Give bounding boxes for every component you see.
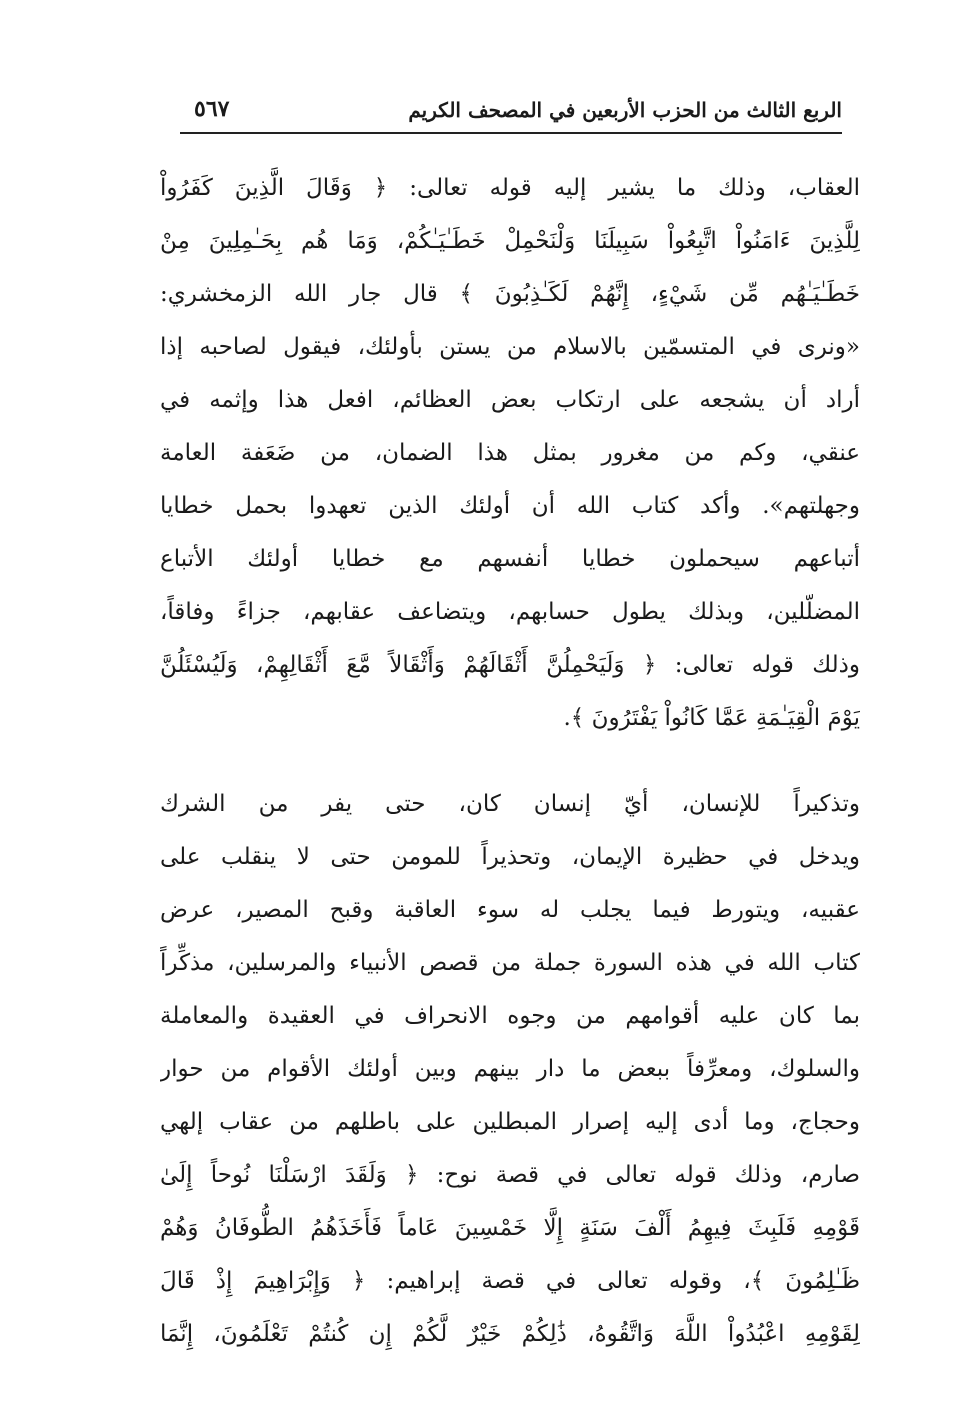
- header-rule: [180, 132, 842, 134]
- text-line: عنقي، وكم من مغرور بمثل هذا الضمان، من ضَعَفة العامة: [160, 440, 860, 466]
- paragraph-1: [160, 162, 860, 745]
- paragraph-2: [160, 778, 860, 1361]
- text-line: «ونرى في المتسمّين بالاسلام من يستن بأولئك، فيقول لصاحبه إذا: [160, 334, 860, 360]
- text-line: لِقَوْمِهِ اعْبُدُواْ اللَّهَ وَاتَّقُوهُ، ذَٰلِكُمْ خَيْرٌ لَّكُمْ إِن كُنتُمْ تَعْلَمُونَ، إِنَّمَا: [160, 1321, 860, 1347]
- text-line: وحجاج، وما أدى إليه إصرار المبطلين على باطلهم من عقاب إلهي: [160, 1109, 860, 1135]
- text-line: كتاب الله في هذه السورة جملة من قصص الأنبياء والمرسلين، مذكِّراً: [160, 950, 860, 976]
- text-line: قَوْمِهِ فَلَبِثَ فِيهِمُ أَلْفَ سَنَةٍ إِلَّا خَمْسِينَ عَاماً فَأَخَذَهُمُ الطُّوفَانُ وَهُمْ: [160, 1215, 860, 1241]
- running-header-title: الربع الثالث من الحزب الأربعين في المصحف الكريم: [408, 98, 842, 122]
- body-text: [160, 162, 860, 1361]
- text-line: لِلَّذِينَ ءَامَنُواْ اتَّبِعُواْ سَبِيلَنَا وَلْنَحْمِلْ خَطَـٰيَـٰكُمْ، وَمَا هُم بِحَـٰمِلِينَ مِنْ: [160, 228, 860, 254]
- text-line: ظَـٰلِمُونَ ﴾، وقوله تعالى في قصة إبراهيم: ﴿ وَإِبْرَاهِيمَ إِذْ قَالَ: [160, 1268, 860, 1294]
- running-header: [180, 92, 842, 134]
- text-line: عقبيه، ويتورط فيما يجلب له سوء العاقبة وقبح المصير، عرض: [160, 897, 860, 923]
- text-line: أراد أن يشجعه على ارتكاب بعض العظائم، افعل هذا وإثمه في: [160, 387, 860, 413]
- text-line: العقاب، وذلك ما يشير إليه قوله تعالى: ﴿ وَقَالَ الَّذِينَ كَفَرُواْ: [160, 175, 860, 201]
- text-line: صارم، وذلك قوله تعالى في قصة نوح: ﴿ وَلَقَدَ ارْسَلْنَا نُوحاً إِلَىٰ: [160, 1162, 860, 1188]
- text-line: ويدخل في حظيرة الإيمان، وتحذيراً للمومن حتى لا ينقلب على: [160, 844, 860, 870]
- text-line: وذلك قوله تعالى: ﴿ وَلَيَحْمِلُنَّ أَثْقَالَهُمْ وَأَثْقَالاً مَّعَ أَثْقَالِهِمْ، وَلَيُسْئَلُنَّ: [160, 652, 860, 678]
- page-number: ٥٦٧: [194, 96, 230, 122]
- text-line: المضلّلين، وبذلك يطول حسابهم، ويتضاعف عقابهم، جزاءً وفاقاً،: [160, 599, 860, 625]
- text-line: وتذكيراً للإنسان، أيّ إنسان كان، حتى يفر من الشرك: [160, 791, 860, 817]
- text-line: يَوْمَ الْقِيَـٰمَةِ عَمَّا كَانُواْ يَفْتَرُونَ ﴾.: [563, 705, 860, 731]
- text-line: وجهلتهم». وأكد كتاب الله أن أولئك الذين تعهدوا بحمل خطايا: [160, 493, 860, 519]
- text-line: أتباعهم سيحملون خطايا أنفسهم مع خطايا أولئك الأتباع: [160, 546, 860, 572]
- paragraph-gap: [160, 745, 860, 778]
- text-line: خَطَـٰيَـٰهُم مِّن شَيْءٍ، إِنَّهُمْ لَكَـٰذِبُونَ ﴾ قال جار الله الزمخشري:: [160, 281, 860, 307]
- text-line: والسلوك، ومعرِّفاً ببعض ما دار بينهم وبين أولئك الأقوام من حوار: [160, 1056, 860, 1082]
- text-line: بما كان عليه أقوامهم من وجوه الانحراف في العقيدة والمعاملة: [160, 1003, 860, 1029]
